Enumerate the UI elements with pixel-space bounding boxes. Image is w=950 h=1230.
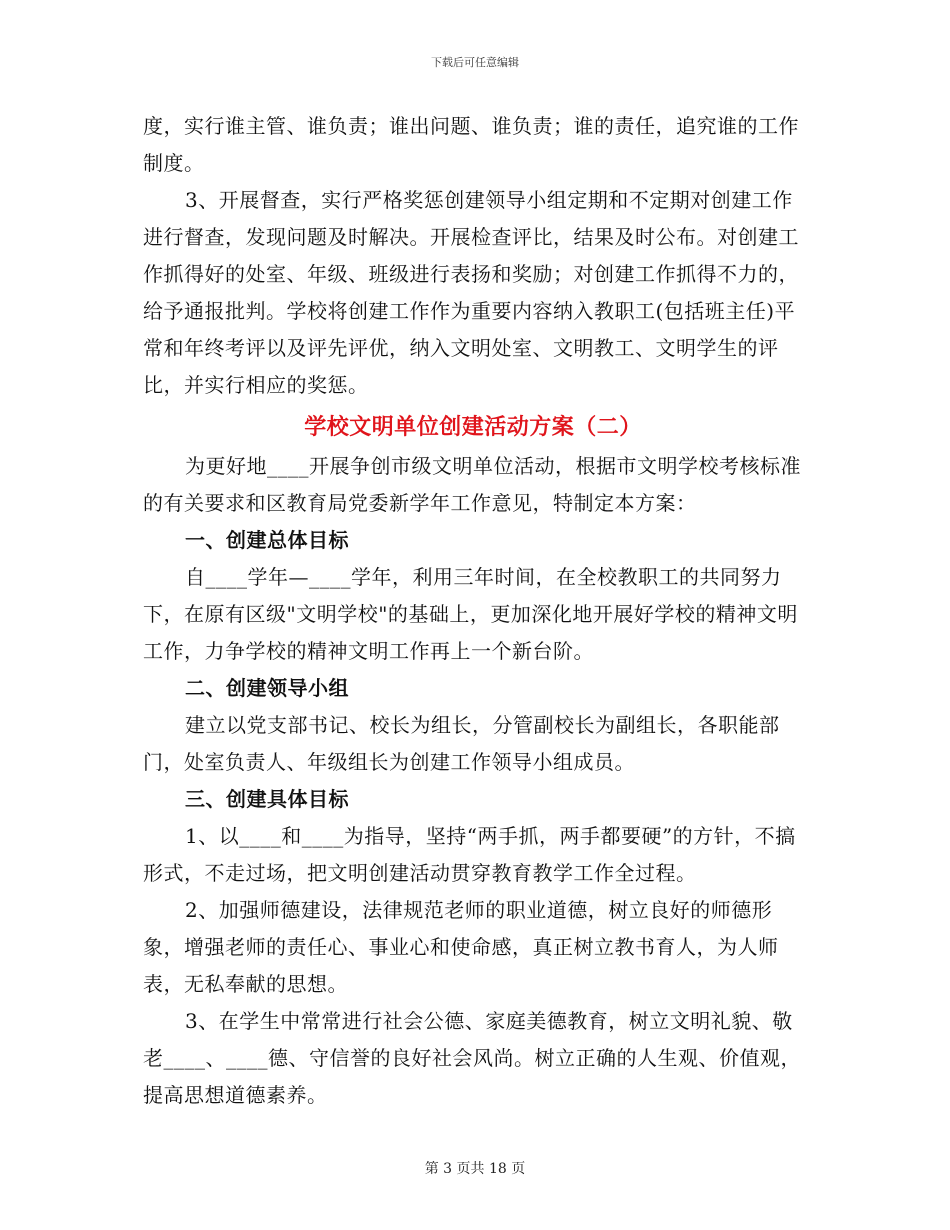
- heading-overall-goal: 一、创建总体目标: [185, 528, 349, 552]
- document-body: [143, 108, 803, 1114]
- paragraph-intro: 为更好地____开展争创市级文明单位活动，根据市文明学校考核标准的有关要求和区教育局党委新学年工作意见，特制定本方案：: [143, 454, 801, 515]
- paragraph-continuation: 度，实行谁主管、谁负责；谁出问题、谁负责；谁的责任，追究谁的工作制度。: [143, 114, 799, 175]
- paragraph-supervision: 3、开展督查，实行严格奖惩创建领导小组定期和不定期对创建工作进行督查，发现问题及时解决。开展检查评比，结果及时公布。对创建工作抓得好的处室、年级、班级进行表扬和奖励；对创建工作抓得不力的，给予通报批判。学校将创建工作作为重要内容纳入教职工(包括班主任)平常和年终考评以及评先评优，纳入文明处室、文明教工、文明学生的评比，并实行相应的奖惩。: [143, 188, 799, 397]
- paragraph-goal-2: 2、加强师德建设，法律规范老师的职业道德，树立良好的师德形象，增强老师的责任心、事业心和使命感，真正树立教书育人，为人师表，无私奉献的思想。: [143, 898, 779, 996]
- paragraph-goal-1: 1、以____和____为指导，坚持“两手抓，两手都要硬”的方针，不搞形式，不走过场，把文明创建活动贯穿教育教学工作全过程。: [143, 824, 796, 885]
- heading-leadership-group: 二、创建领导小组: [185, 676, 349, 700]
- section-title: 学校文明单位创建活动方案（二）: [304, 414, 642, 440]
- paragraph-goal-3: 3、在学生中常常进行社会公德、家庭美德教育，树立文明礼貌、敬老____、____德、守信誉的良好社会风尚。树立正确的人生观、价值观，提高思想道德素养。: [143, 1009, 801, 1107]
- paragraph-overall-goal: 自____学年—____学年，利用三年时间，在全校教职工的共同努力下，在原有区级"文明学校"的基础上，更加深化地开展好学校的精神文明工作，力争学校的精神文明工作再上一个新台阶。: [143, 565, 798, 663]
- paragraph-leadership-group: 建立以党支部书记、校长为组长，分管副校长为副组长，各职能部门，处室负责人、年级组长为创建工作领导小组成员。: [143, 713, 780, 774]
- page-footer: 第 3 页共 18 页: [424, 1161, 526, 1177]
- page-header: 下载后可任意编辑: [431, 56, 519, 69]
- heading-specific-goals: 三、创建具体目标: [185, 787, 349, 811]
